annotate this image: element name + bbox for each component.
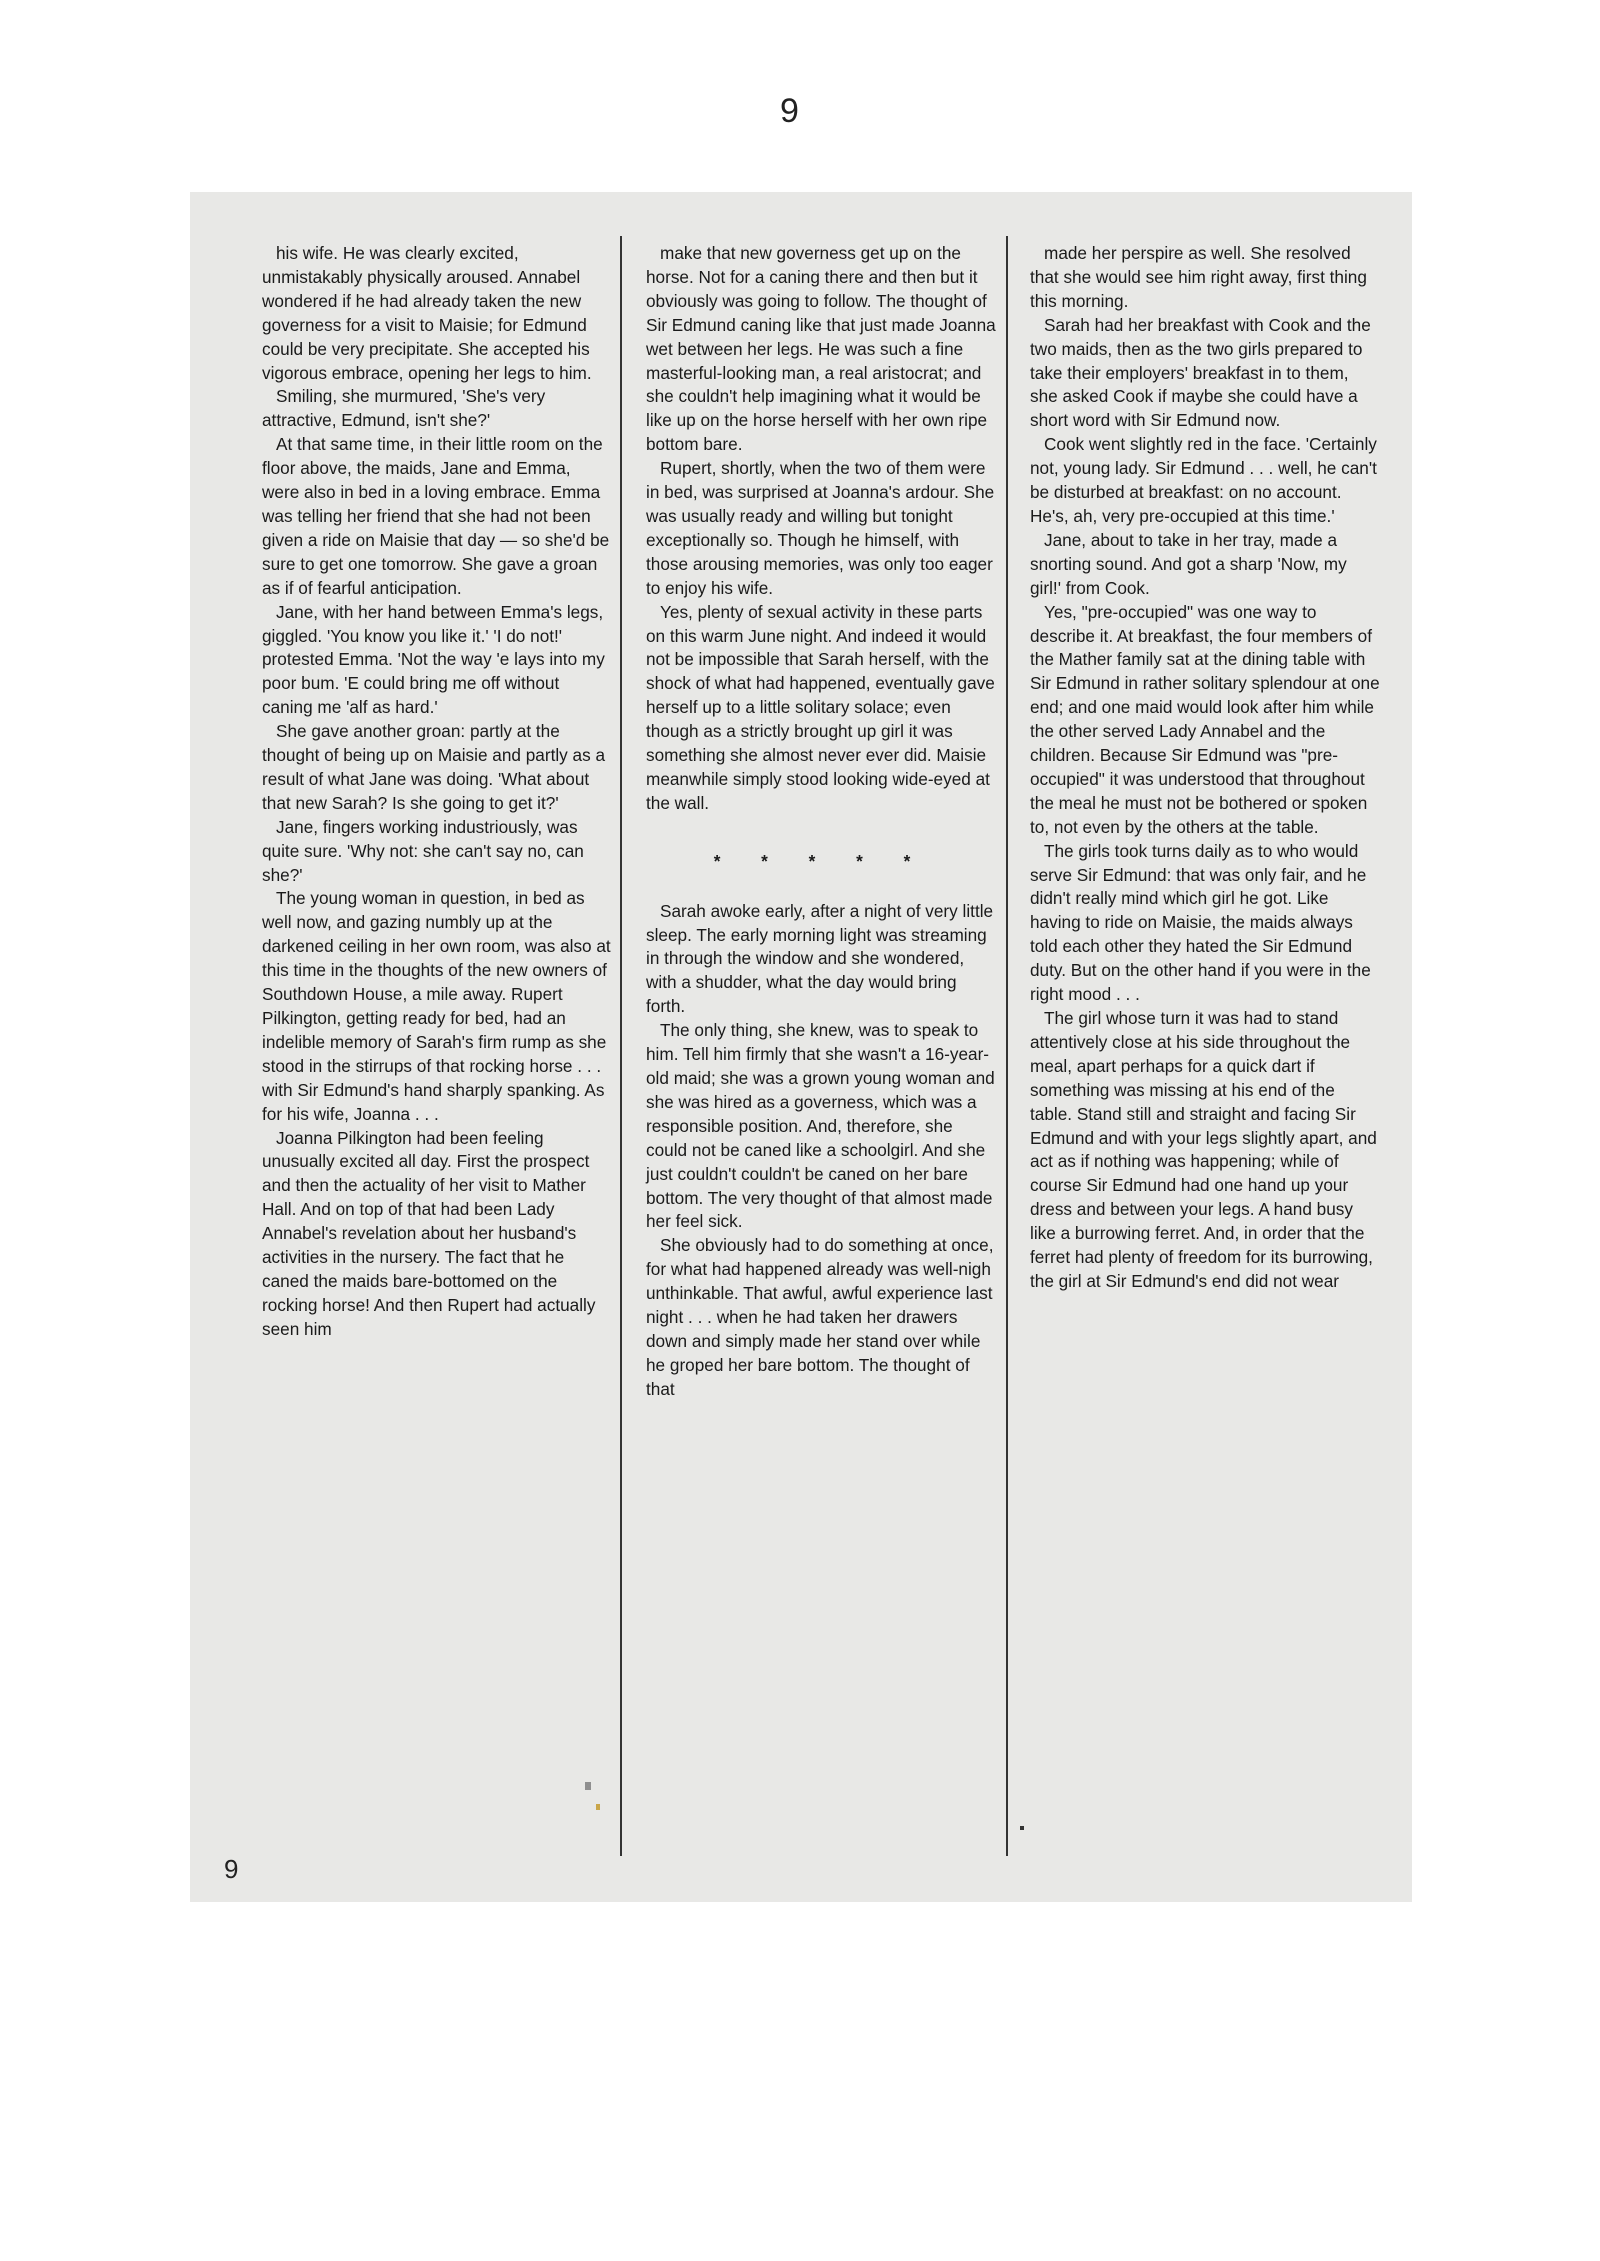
paragraph: make that new governess get up on the horse. Not for a caning there and then but it obviously was going to follow. The thought of Sir Edmund caning like that just made Joanna wet between her legs. He was such a fine masterful-looking man, a real aristocrat; and she couldn't help imagining what it would be like up on the horse herself with her own ripe bottom bare. — [646, 243, 996, 455]
scan-speck — [596, 1804, 600, 1810]
paragraph: The young woman in question, in bed as well now, and gazing numbly up at the darkened ceiling in her own room, was also at this time in the thoughts of the new owners of Southdown House, a mile away. Rupert Pilkington, getting ready for bed, had an indelible memory of Sarah's firm rump as she stood in the stirrups of that rocking horse . . . with Sir Edmund's hand sharply spanking. As for his wife, Joanna . . . — [262, 888, 611, 1124]
paragraph: Jane, about to take in her tray, made a snorting sound. And got a sharp 'Now, my girl!' from Cook. — [1030, 529, 1347, 598]
scan-speck — [1020, 1826, 1024, 1830]
paragraph: She gave another groan: partly at the thought of being up on Maisie and partly as a result of what Jane was doing. 'What about that new Sarah? Is she going to get it?' — [262, 721, 606, 813]
paragraph: Sarah had her breakfast with Cook and the two maids, then as the two girls prepared to take their employers' breakfast in to them, she asked Cook if maybe she could have a short word with Sir Edmund now. — [1030, 314, 1371, 431]
column-right — [1030, 242, 1380, 1294]
paragraph: Jane, fingers working industriously, was quite sure. 'Why not: she can't say no, can she?' — [262, 816, 584, 885]
column-left — [262, 242, 612, 1342]
page-number-bottom: 9 — [224, 1854, 239, 1884]
paragraph: Rupert, shortly, when the two of them were in bed, was surprised at Joanna's ardour. She was usually ready and willing but tonight exceptionally so. Though he himself, with those arousing memories, was only too eager to enjoy his wife. — [646, 458, 995, 598]
paragraph: Joanna Pilkington had been feeling unusually excited all day. First the prospect and then the actuality of her visit to Mather Hall. And on top of that had been Lady Annabel's revelation about her husband's activities in the nursery. The fact that he caned the maids bare-bottomed on the rocking horse! And then Rupert had actually seen him — [262, 1127, 596, 1339]
paragraph: Jane, with her hand between Emma's legs, giggled. 'You know you like it.' 'I do not!' protested Emma. 'Not the way 'e lays into my poor bum. 'E could bring me off without caning me 'alf as hard.' — [262, 601, 605, 718]
paragraph: Yes, plenty of sexual activity in these parts on this warm June night. And indeed it would not be impossible that Sarah herself, with the shock of what had happened, eventually gave herself up to a little solitary solace; even though as a strictly brought up girl it was something she almost never ever did. Maisie meanwhile simply stood looking wide-eyed at the wall. — [646, 601, 995, 813]
paragraph: The girl whose turn it was had to stand attentively close at his side throughout the meal, apart perhaps for a quick dart if something was missing at his end of the table. Stand still and straight and facing Sir Edmund and with your legs slightly apart, and act as if nothing was happening; while of course Sir Edmund had one hand up your dress and between your legs. A hand busy like a burrowing ferret. And, in order that the ferret had plenty of freedom for its burrowing, the girl at Sir Edmund's end did not wear — [1030, 1008, 1377, 1291]
paragraph: At that same time, in their little room on the floor above, the maids, Jane and Emma, were also in bed in a loving embrace. Emma was telling her friend that she had not been given a ride on Maisie that day — so she'd be sure to get one tomorrow. She gave a groan as if of fearful anticipation. — [262, 434, 610, 598]
paragraph: his wife. He was clearly excited, unmistakably physically aroused. Annabel wondered if he had already taken the new governess for a visit to Maisie; for Edmund could be very precipitate. She accepted his vigorous embrace, opening her legs to him. — [262, 243, 592, 383]
paragraph: She obviously had to do something at once, for what had happened already was well-nigh unthinkable. That awful, awful experience last night . . . when he had taken her drawers down and simply made her stand over while he groped her bare bottom. The thought of that — [646, 1235, 994, 1399]
paragraph: Smiling, she murmured, 'She's very attractive, Edmund, isn't she?' — [262, 386, 546, 431]
page-number-top: 9 — [780, 92, 799, 130]
column-rule — [620, 236, 622, 1856]
column-middle — [646, 242, 996, 1402]
paragraph: The only thing, she knew, was to speak to him. Tell him firmly that she wasn't a 16-year-old maid; she was a grown young woman and she was hired as a governess, which was a responsible position. And, therefore, she could not be caned like a schoolgirl. And she just couldn't couldn't be caned on her bare bottom. The very thought of that almost made her feel sick. — [646, 1020, 995, 1232]
paragraph: Yes, "pre-occupied" was one way to describe it. At breakfast, the four members of the Mather family sat at the dining table with Sir Edmund in rather solitary splendour at one end; and one maid would look after him while the other served Lady Annabel and the children. Because Sir Edmund was "pre-occupied" it was understood that throughout the meal he must not be bothered or spoken to, not even by the others at the table. — [1030, 601, 1380, 837]
paragraph: The girls took turns daily as to who would serve Sir Edmund: that was only fair, and he didn't really mind which girl he got. Like having to ride on Maisie, the maids always told each other they hated the Sir Edmund duty. But on the other hand if you were in the right mood . . . — [1030, 840, 1371, 1005]
section-separator: * * * * * — [713, 850, 929, 871]
column-rule — [1006, 236, 1008, 1856]
paragraph: Sarah awoke early, after a night of very little sleep. The early morning light was streaming in through the window and she wondered, with a shudder, what the day would bring forth. — [646, 900, 994, 1017]
paragraph: made her perspire as well. She resolved that she would see him right away, first thing this morning. — [1030, 243, 1367, 311]
scan-speck — [585, 1782, 591, 1790]
paragraph: Cook went slightly red in the face. 'Certainly not, young lady. Sir Edmund . . . well, he can't be disturbed at breakfast: on no account. He's, ah, very pre-occupied at this time.' — [1030, 434, 1377, 526]
page-body-mirrored — [190, 192, 1412, 1902]
scanned-page — [190, 192, 1412, 1902]
